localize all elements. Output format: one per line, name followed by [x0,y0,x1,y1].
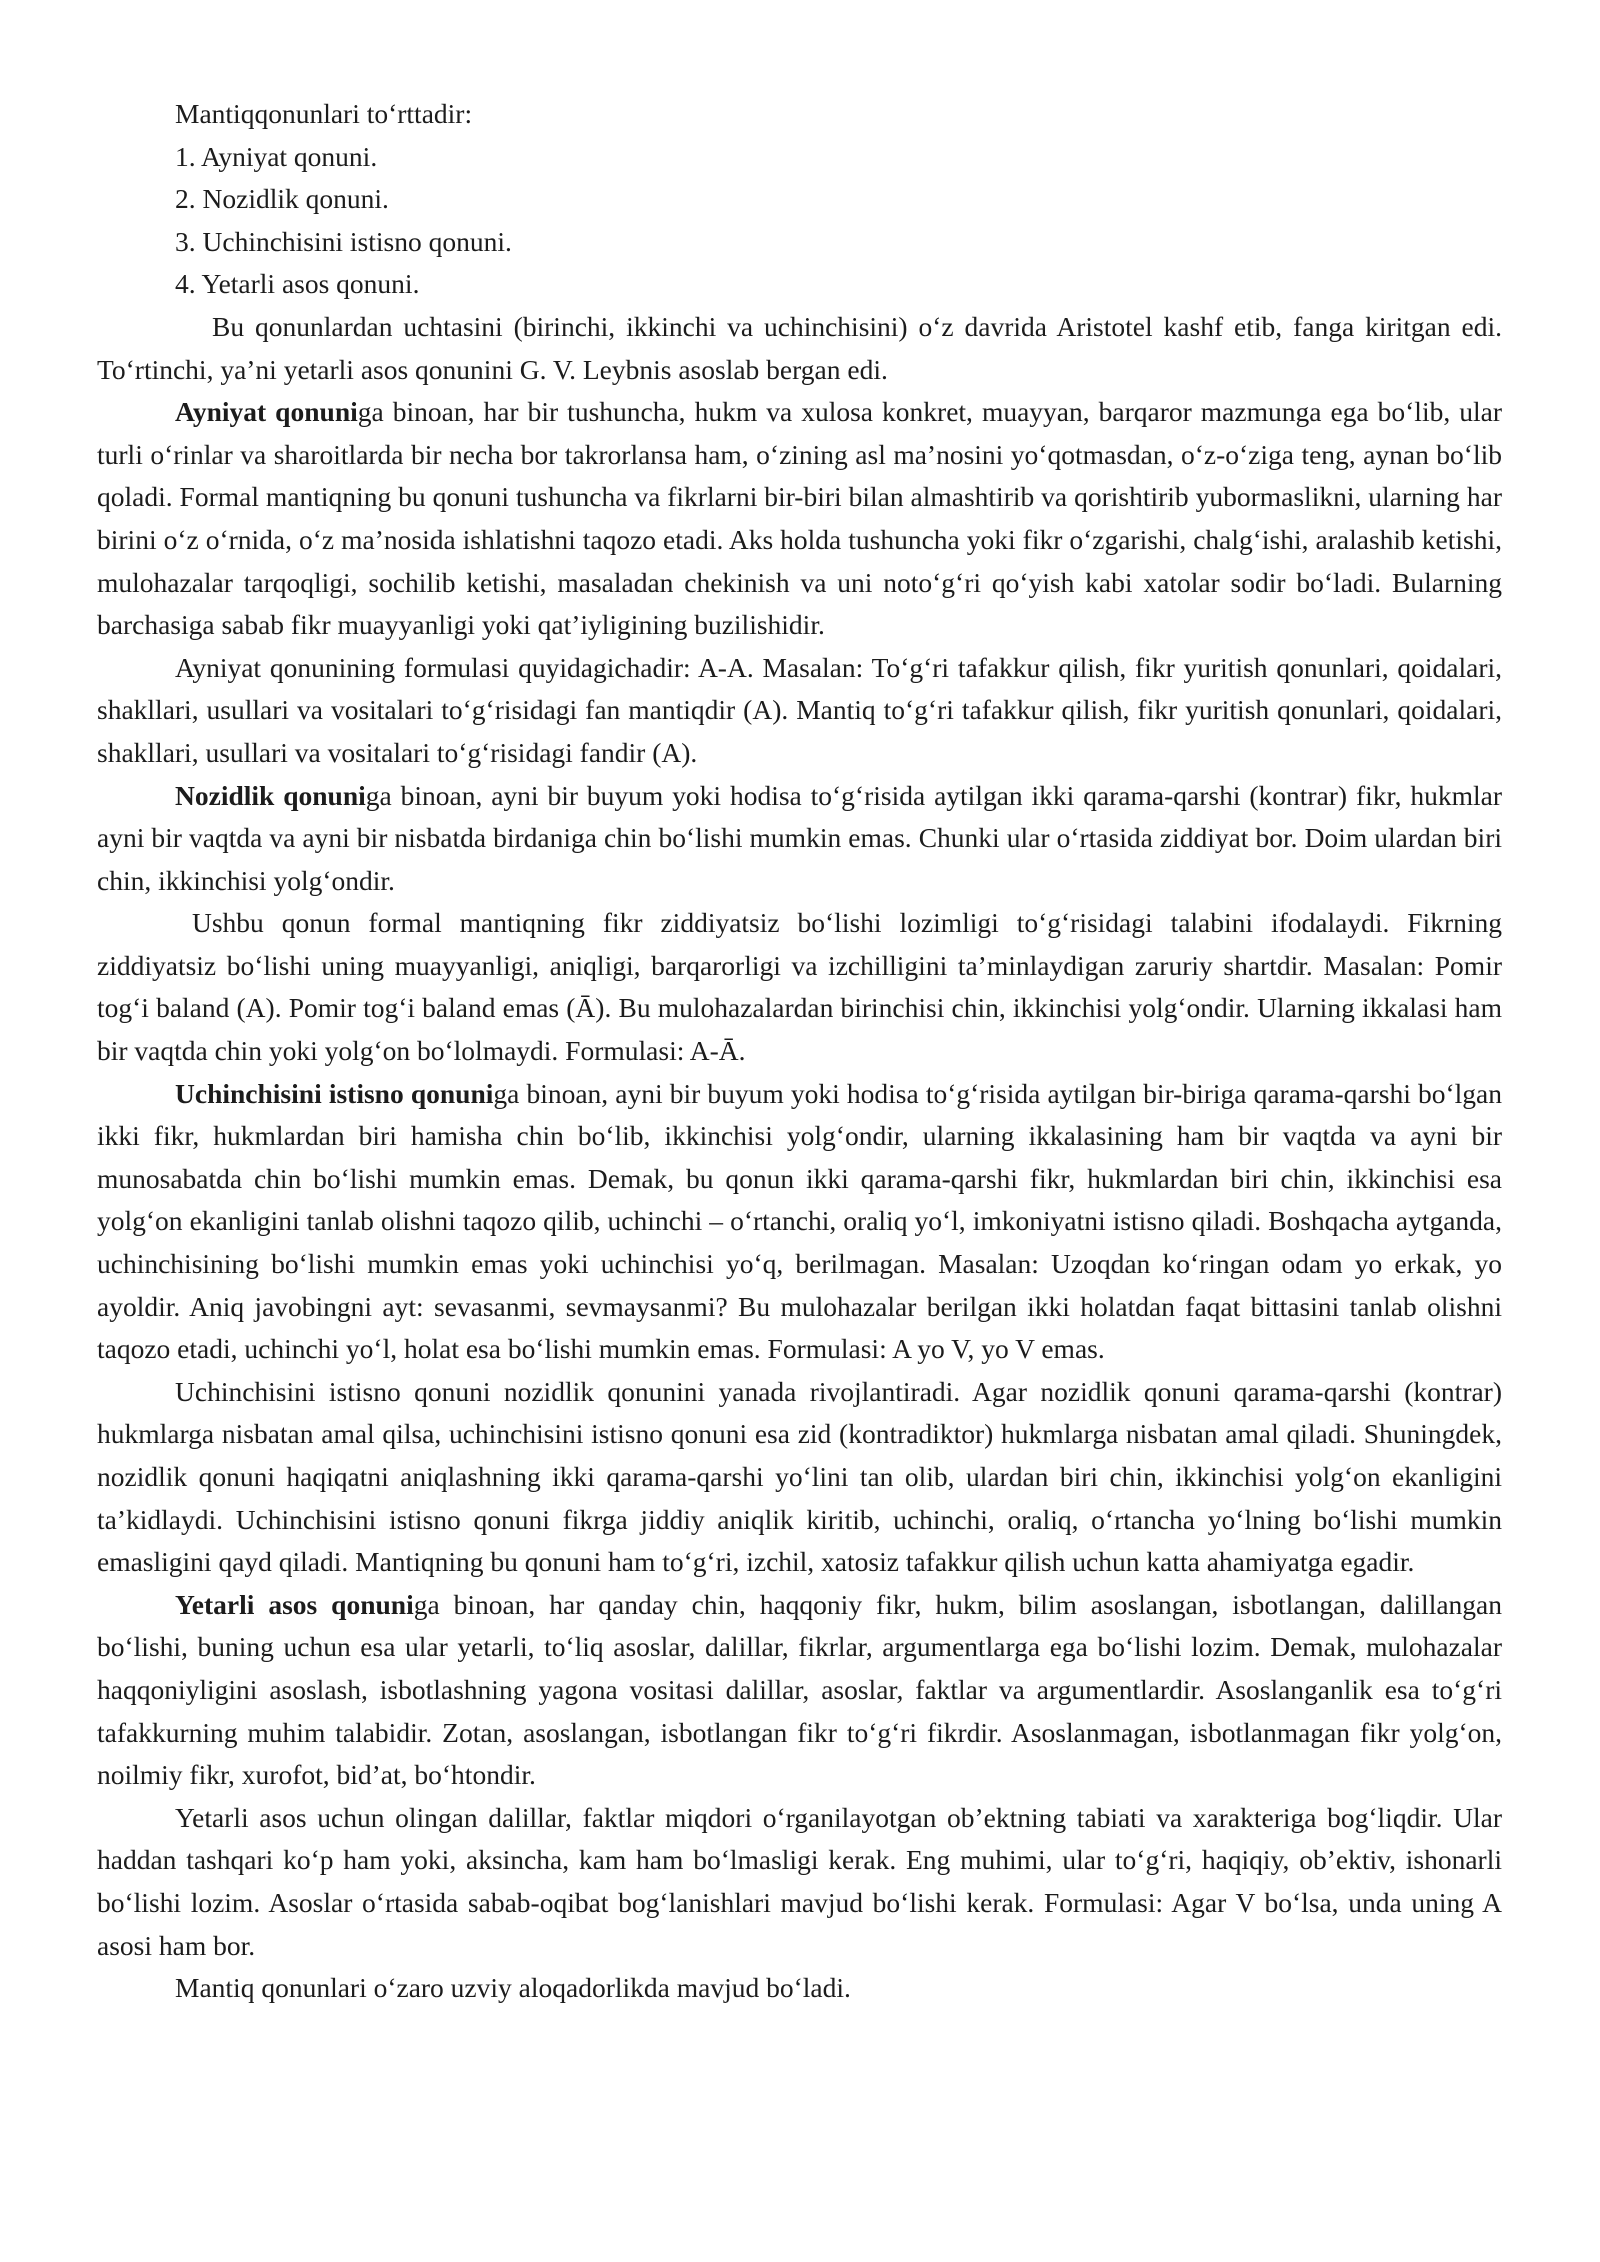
paragraph-excluded-middle-law [97,1073,1502,1371]
intro-line: Mantiqqonunlari to‘rttadir: [175,98,473,129]
list-item-excluded-middle: 3. Uchinchisini istisno qonuni. [175,225,512,257]
term-identity-law: Ayniyat qonuni [175,396,358,428]
paragraph-origin: Bu qonunlardan uchtasini (birinchi, ikkinchi va uchinchisini) o‘z davrida Aristotel kashf etib, fanga kiritgan edi. To‘rtinchi, ya’ni yetarli asos qonunini G. V. Leybnis asoslab bergan edi. [97,310,1502,385]
term-excluded-middle-law: Uchinchisini istisno qonuni [175,1077,494,1109]
list-item-sufficient-reason: 4. Yetarli asos qonuni. [175,268,420,300]
list-item-contradiction: 2. Nozidlik qonuni. [175,183,389,215]
paragraph-text: ga binoan, har bir tushuncha, hukm va xulosa konkret, muayyan, barqaror mazmunga ega bo‘lib, ular turli o‘rinlar va sharoitlarda bir necha bor takrorlansa ham, o‘zining asl ma’nosini yo‘qotmasdan, o‘z-o‘ziga teng, aynan bo‘lib qoladi. Formal mantiqning bu qonuni tushuncha va fikrlarni bir-biri bilan almashtirib va qorishtirib yubormaslikni, ularning har birini o‘z o‘rnida, o‘z ma’nosida ishlatishni taqozo etadi. Aks holda tushuncha yoki fikr o‘zgarishi, chalg‘ishi, aralashib ketishi, mulohazalar tarqoqligi, sochilib ketishi, masaladan chekinish va uni noto‘g‘ri qo‘yish kabi xatolar sodir bo‘ladi. Bularning barchasiga sabab fikr muayyanligi yoki qat’iyligining buzilishidir. [97,396,1502,641]
paragraph-closing: Mantiq qonunlari o‘zaro uzviy aloqadorlikda mavjud bo‘ladi. [175,1972,851,2004]
paragraph-excluded-middle-comparison: Uchinchisini istisno qonuni nozidlik qonunini yanada rivojlantiradi. Agar nozidlik qonuni qarama-qarshi (kontrar) hukmlarga nisbatan amal qilsa, uchinchisini istisno qonuni esa zid (kontradiktor) hukmlarga nisbatan amal qiladi. Shuningdek, nozidlik qonuni haqiqatni aniqlashning ikki qarama-qarshi yo‘lini tan olib, ulardan biri chin, ikkinchisi yolg‘on ekanligini ta’kidlaydi. Uchinchisini istisno qonuni fikrga jiddiy aniqlik kiritib, uchinchi, oraliq, o‘rtancha yo‘lning bo‘lishi mumkin emasligini qayd qiladi. Mantiqning bu qonuni ham to‘g‘ri, izchil, xatosiz tafakkur qilish uchun katta ahamiyatga egadir. [97,1375,1502,1578]
paragraph-text: ga binoan, ayni bir buyum yoki hodisa to‘g‘risida aytilgan ikki qarama-qarshi (kontrar) fikr, hukmlar ayni bir vaqtda va ayni bir nisbatda birdaniga chin bo‘lishi mumkin emas. Chunki ular o‘rtasida ziddiyat bor. Doim ulardan biri chin, ikkinchisi yolg‘ondir. [97,779,1502,896]
paragraph-sufficient-reason-detail: Yetarli asos uchun olingan dalillar, faktlar miqdori o‘rganilayotgan ob’ektning tabiati va xarakteriga bog‘liqdir. Ular haddan tashqari ko‘p ham yoki, aksincha, kam ham bo‘lmasligi kerak. Eng muhimi, ular to‘g‘ri, haqiqiy, ob’ektiv, ishonarli bo‘lishi lozim. Asoslar o‘rtasida sabab-oqibat bog‘lanishlari mavjud bo‘lishi kerak. Formulasi: Agar V bo‘lsa, unda uning A asosi ham bor. [97,1801,1502,1961]
paragraph-identity-formula: Ayniyat qonunining formulasi quyidagichadir: A-A. Masalan: To‘g‘ri tafakkur qilish, fikr yuritish qonunlari, qoidalari, shakllari, usullari va vositalari to‘g‘risidagi fan mantiqdir (A). Mantiq to‘g‘ri tafakkur qilish, fikr yuritish qonunlari, qoidalari, shakllari, usullari va vositalari to‘g‘risidagi fandir (A). [97,651,1502,768]
term-contradiction-law: Nozidlik qonuni [175,779,366,811]
term-sufficient-reason-law: Yetarli asos qonuni [175,1588,414,1620]
paragraph-text: ga binoan, har qanday chin, haqqoniy fikr, hukm, bilim asoslangan, isbotlangan, dalillangan bo‘lishi, buning uchun esa ular yetarli, to‘liq asoslar, dalillar, fikrlar, argumentlarga ega bo‘lishi lozim. Demak, mulohazalar haqqoniyligini asoslash, isbotlashning yagona vositasi dalillar, asoslar, faktlar va argumentlardir. Asoslanganlik esa to‘g‘ri tafakkurning muhim talabidir. Zotan, asoslangan, isbotlangan fikr to‘g‘ri fikrdir. Asoslanmagan, isbotlanmagan fikr yolg‘on, noilmiy fikr, xurofot, bid’at, bo‘htondir. [97,1588,1502,1791]
document-page [97,93,1502,2010]
paragraph-contradiction-example: Ushbu qonun formal mantiqning fikr ziddiyatsiz bo‘lishi lozimligi to‘g‘risidagi talabini ifodalaydi. Fikrning ziddiyatsiz bo‘lishi uning muayyanligi, aniqligi, barqarorligi va izchilligini ta’minlaydigan zaruriy shartdir. Masalan: Pomir tog‘i baland (A). Pomir tog‘i baland emas (Ā). Bu mulohazalardan birinchisi chin, ikkinchisi yolg‘ondir. Ularning ikkalasi ham bir vaqtda chin yoki yolg‘on bo‘lolmaydi. Formulasi: A-Ā. [97,907,1502,1067]
paragraph-identity-law [97,391,1502,647]
paragraph-text: ga binoan, ayni bir buyum yoki hodisa to‘g‘risida aytilgan bir-biriga qarama-qarshi bo‘lgan ikki fikr, hukmlardan biri hamisha chin bo‘lib, ikkinchisi yolg‘ondir, ularning ikkalasining ham bir vaqtda va ayni bir munosabatda chin bo‘lishi mumkin emas. Demak, bu qonun ikki qarama-qarshi fikr, hukmlardan biri chin, ikkinchisi esa yolg‘on ekanligini tanlab olishni taqozo qilib, uchinchi – o‘rtanchi, oraliq yo‘l, imkoniyatni istisno qiladi. Boshqacha aytganda, uchinchisining bo‘lishi mumkin emas yoki uchinchisi yo‘q, berilmagan. Masalan: Uzoqdan ko‘ringan odam yo erkak, yo ayoldir. Aniq javobingni ayt: sevasanmi, sevmaysanmi? Bu mulohazalar berilgan ikki holatdan faqat bittasini tanlab olishni taqozo etadi, uchinchi yo‘l, holat esa bo‘lishi mumkin emas. Formulasi: A yo V, yo V emas. [97,1077,1502,1365]
paragraph-contradiction-law [97,775,1502,903]
paragraph-sufficient-reason-law [97,1584,1502,1797]
list-item-identity: 1. Ayniyat qonuni. [175,140,378,172]
